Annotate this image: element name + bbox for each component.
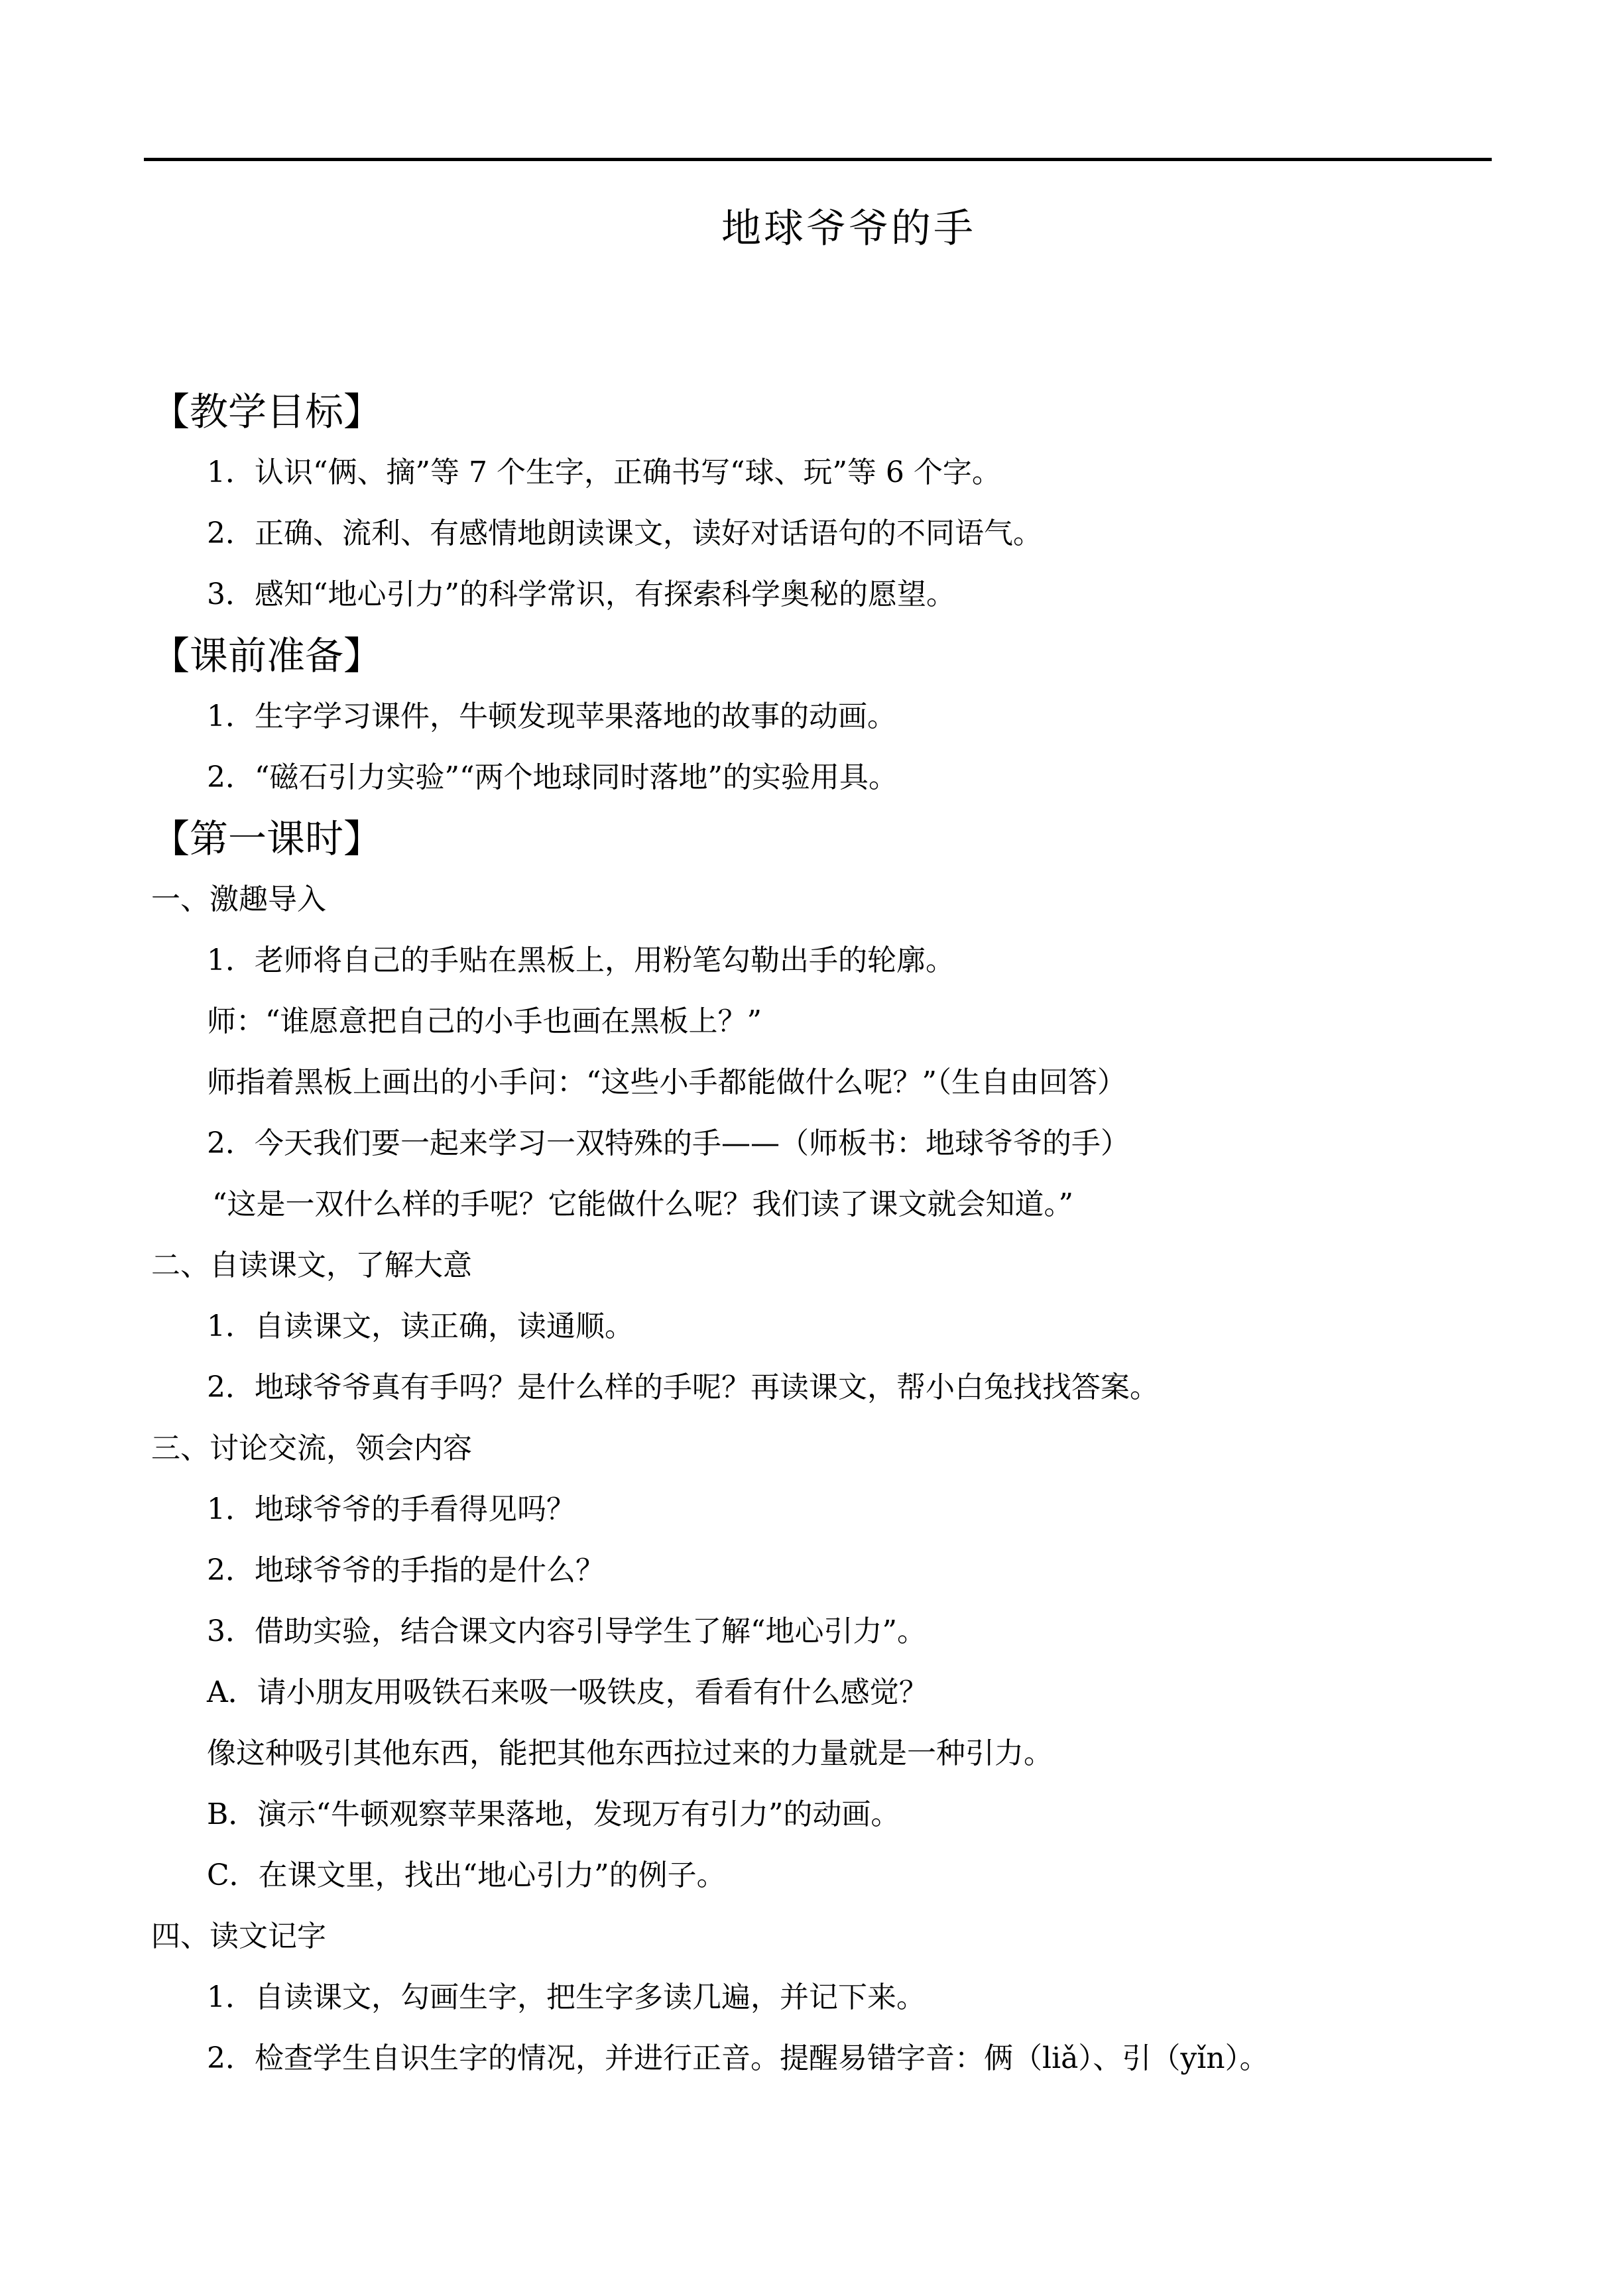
lesson-line: 师指着黑板上画出的小手问：“这些小手都能做什么呢？”（生自由回答） (207, 1065, 1126, 1099)
lesson-line: 师：“谁愿意把自己的小手也画在黑板上？” (207, 1004, 762, 1038)
preparation-item: 1．生字学习课件，牛顿发现苹果落地的故事的动画。 (207, 699, 896, 733)
objective-item: 2．正确、流利、有感情地朗读课文，读好对话语句的不同语气。 (207, 516, 1042, 550)
document-body (146, 381, 1478, 2089)
lesson-line: 1．自读课文，勾画生字，把生字多读几遍，并记下来。 (207, 1980, 926, 2014)
lesson-line: 2．检查学生自识生字的情况，并进行正音。提醒易错字音：俩（liǎ）、引（yǐn）。 (207, 2041, 1269, 2075)
document-title: 地球爷爷的手 (721, 206, 976, 252)
lesson-line: 2．地球爷爷真有手吗？是什么样的手呢？再读课文，帮小白兔找找答案。 (207, 1370, 1159, 1404)
section-heading-intro: 一、激趣导入 (151, 882, 326, 916)
lesson-line: 2．地球爷爷的手指的是什么？ (207, 1553, 605, 1587)
lesson-line: 像这种吸引其他东西，能把其他东西拉过来的力量就是一种引力。 (207, 1736, 1053, 1770)
preparation-heading: 【课前准备】 (151, 633, 383, 678)
preparation-item: 2．“磁石引力实验”“两个地球同时落地”的实验用具。 (207, 760, 898, 794)
section-heading-read-memorize: 四、读文记字 (151, 1919, 326, 1953)
lesson-line: “这是一双什么样的手呢？它能做什么呢？我们读了课文就会知道。” (212, 1187, 1073, 1221)
lesson-line: C．在课文里，找出“地心引力”的例子。 (207, 1858, 726, 1892)
lesson-line: 1．地球爷爷的手看得见吗？ (207, 1492, 575, 1526)
lesson-line: A．请小朋友用吸铁石来吸一吸铁皮，看看有什么感觉？ (207, 1675, 928, 1709)
section-heading-discussion: 三、讨论交流，领会内容 (151, 1431, 472, 1465)
lesson-line: 2．今天我们要一起来学习一双特殊的手——（师板书：地球爷爷的手） (207, 1126, 1130, 1160)
objectives-heading: 【教学目标】 (151, 389, 383, 434)
section-heading-self-reading: 二、自读课文，了解大意 (151, 1248, 472, 1282)
lesson-line: 1．自读课文，读正确，读通顺。 (207, 1309, 634, 1343)
header-rule (144, 158, 1492, 161)
lesson-line: B．演示“牛顿观察苹果落地，发现万有引力”的动画。 (207, 1797, 900, 1831)
lesson-line: 3．借助实验，结合课文内容引导学生了解“地心引力”。 (207, 1614, 926, 1648)
lesson1-heading: 【第一课时】 (151, 816, 383, 861)
objective-item: 3．感知“地心引力”的科学常识，有探索科学奥秘的愿望。 (207, 577, 955, 611)
objective-item: 1．认识“俩、摘”等 7 个生字，正确书写“球、玩”等 6 个字。 (207, 455, 1001, 489)
lesson-line: 1．老师将自己的手贴在黑板上，用粉笔勾勒出手的轮廓。 (207, 943, 955, 977)
